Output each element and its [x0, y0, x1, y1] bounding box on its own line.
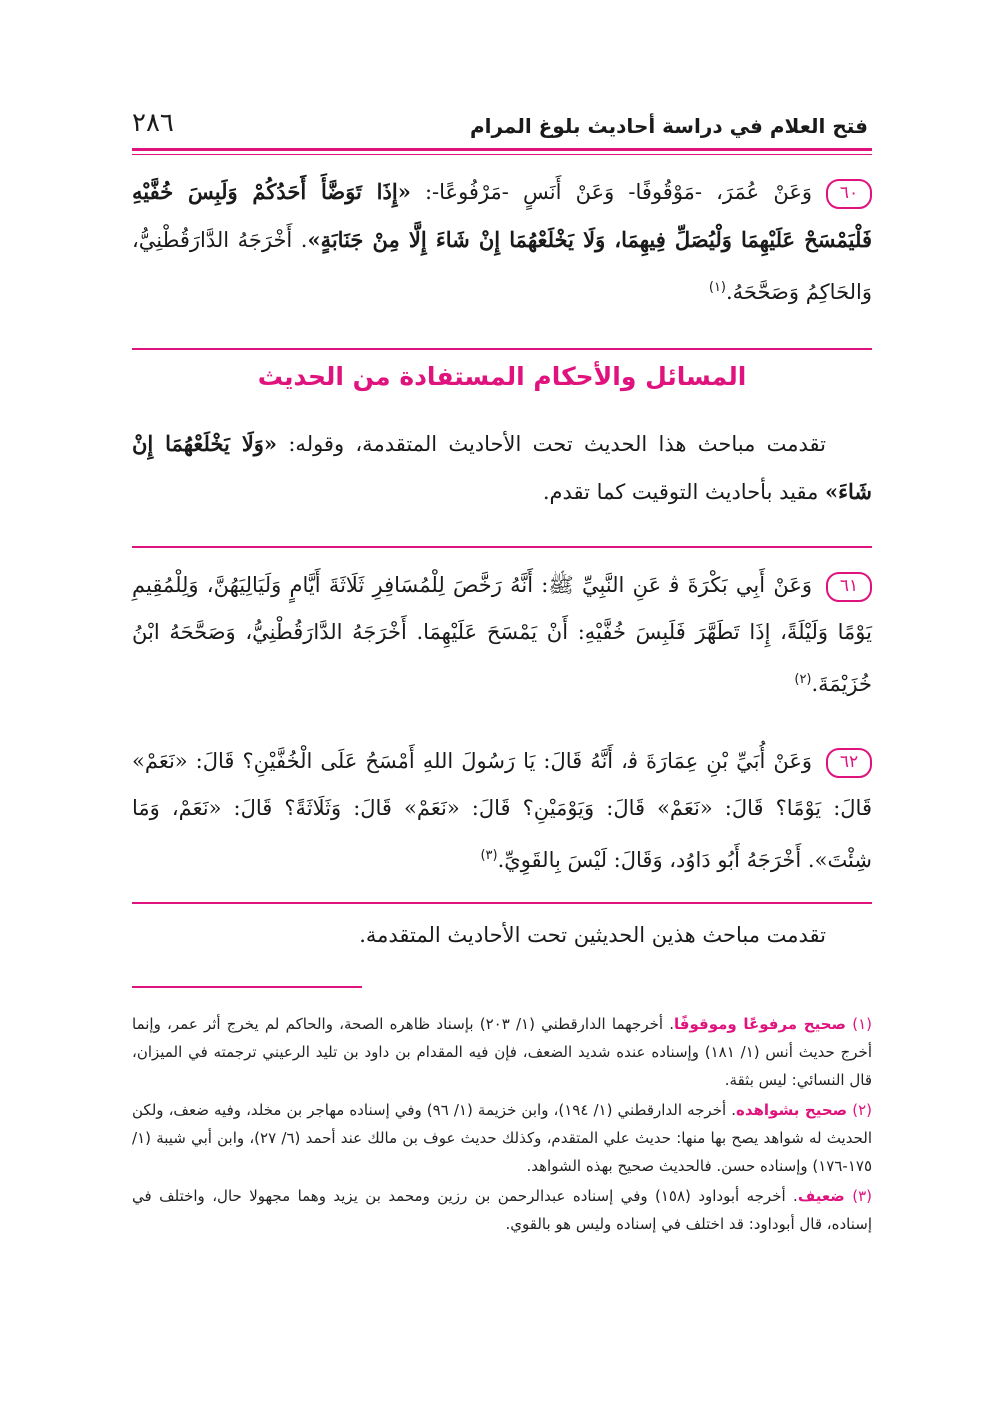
page-number: ٢٨٦ — [132, 108, 174, 138]
hadith-60 — [132, 168, 872, 316]
hadith-number-badge: ٦١ — [826, 572, 872, 602]
footnote-mark: (٢) — [852, 1101, 872, 1119]
footnote — [132, 1010, 872, 1094]
section-paragraph — [132, 420, 872, 516]
footnote-text: . أخرجه أبوداود (١٥٨) وفي إسناده عبدالرحمن بن رزين ومحمد بن يزيد وهما مجهولا حال، واختلف في إسناده، قال أبوداود: قد اختلف في إسناده وليس هو بالقوي. — [132, 1187, 872, 1233]
paragraph-text-end: مقيد بأحاديث التوقيت كما تقدم. — [542, 480, 825, 504]
hadith-text: وَعَنْ أُبَيِّ بْنِ عِمَارَةَ ﭬ، أَنَّهُ قَالَ: يَا رَسُولَ اللهِ أَمْسَحُ عَلَى الْخُفَّيْنِ؟ قَالَ: «نَعَمْ» قَالَ: يَوْمًا؟ قَالَ: «نَعَمْ» قَالَ: وَيَوْمَيْنِ؟ قَالَ: «نَعَمْ» قَالَ: وَثَلَاثَةً؟ قَالَ: «نَعَمْ، وَمَا شِئْتَ». أَخْرَجَهُ أَبُو دَاوُد، وَقَالَ: لَيْسَ بِالقَوِيِّ. — [132, 749, 872, 872]
hadith-62 — [132, 738, 872, 884]
hadith-number-badge: ٦٠ — [826, 179, 872, 209]
closing-paragraph: تقدمت مباحث هذين الحديثين تحت الأحاديث المتقدمة. — [359, 923, 826, 947]
footnote-grade: صحيح بشواهده — [736, 1101, 848, 1119]
paragraph-text: تقدمت مباحث هذا الحديث تحت الأحاديث المتقدمة، وقوله: — [277, 432, 826, 456]
footnote-rule — [132, 986, 362, 988]
book-title: فتح العلام في دراسة أحاديث بلوغ المرام — [469, 114, 868, 138]
footnotes — [132, 1010, 872, 1240]
hadith-number-badge: ٦٢ — [826, 748, 872, 778]
hadith-61 — [132, 562, 872, 708]
footnote-ref[interactable]: (٣) — [480, 848, 498, 863]
page-header — [132, 108, 872, 144]
hadith-text: وَعَنْ عُمَرَ، -مَوْقُوفًا- وَعَنْ أَنَسٍ -مَرْفُوعًا-: — [410, 180, 812, 204]
section-divider — [132, 546, 872, 548]
footnote-grade: ضعيف — [797, 1187, 845, 1205]
footnote — [132, 1096, 872, 1180]
section-title: المسائل والأحكام المستفادة من الحديث — [257, 362, 747, 391]
header-rule-bottom — [132, 154, 872, 155]
footnote — [132, 1182, 872, 1238]
hadith-text: وَعَنْ أَبِي بَكْرَةَ ﭬ عَنِ النَّبِيِّ ﷺ: أَنَّهُ رَخَّصَ لِلْمُسَافِرِ ثَلَاثَةَ أَيَّامٍ وَلَيَالِيَهُنَّ، وَلِلْمُقِيمِ يَوْمًا وَلَيْلَةً، إِذَا تَطَهَّرَ فَلَبِسَ خُفَّيْهِ: أَنْ يَمْسَحَ عَلَيْهِمَا. أَخْرَجَهُ الدَّارَقُطْنِيُّ، وَصَحَّحَهُ ابْنُ خُزَيْمَةَ. — [132, 573, 872, 696]
header-rule-top — [132, 148, 872, 151]
section-divider — [132, 902, 872, 904]
hadith-tail: . أَخْرَجَهُ الدَّارَقُطْنِيُّ، وَالحَاكِمُ وَصَحَّحَهُ. — [132, 228, 872, 304]
section-divider — [132, 348, 872, 350]
footnote-mark: (١) — [852, 1015, 872, 1033]
footnote-ref[interactable]: (٢) — [794, 672, 812, 687]
footnote-mark: (٣) — [852, 1187, 872, 1205]
footnote-text: . أخرجه الدارقطني (١/ ١٩٤)، وابن خزيمة (١/ ٩٦) وفي إسناده مهاجر بن مخلد، وفيه ضعف، ولكن الحديث له شواهد يصح بها منها: حديث علي المتقدم، وكذلك حديث عوف بن مالك عند أحمد (٦/ ٢٧)، وابن أبي شيبة (١/ ١٧٥-١٧٦) وإسناده حسن. فالحديث صحيح بهذه الشواهد. — [132, 1101, 872, 1175]
footnote-grade: صحيح مرفوعًا وموقوفًا — [674, 1015, 846, 1033]
footnote-text: . أخرجهما الدارقطني (١/ ٢٠٣) بإسناد ظاهره الصحة، والحاكم لم يخرج أثر عمر، وإنما أخرج حديث أنس (١/ ١٨١) وإسناده عنده شديد الضعف، فإن فيه المقدام بن داود بن تليد الرعيني ترجمته في الميزان، قال النسائي: ليس بثقة. — [132, 1015, 872, 1089]
footnote-ref[interactable]: (١) — [708, 280, 726, 295]
hadith-quote: «إِذَا تَوَضَّأَ أَحَدُكُمْ وَلَبِسَ خُفَّيْهِ فَلْيَمْسَحْ عَلَيْهِمَا وَلْيُصَلِّ فِيهِمَا، وَلَا يَخْلَعْهُمَا إِنْ شَاءَ إِلَّا مِنْ جَنَابَةٍ» — [132, 179, 872, 252]
paragraph-quote: «وَلَا يَخْلَعْهُمَا إِنْ شَاءَ» — [132, 431, 872, 504]
